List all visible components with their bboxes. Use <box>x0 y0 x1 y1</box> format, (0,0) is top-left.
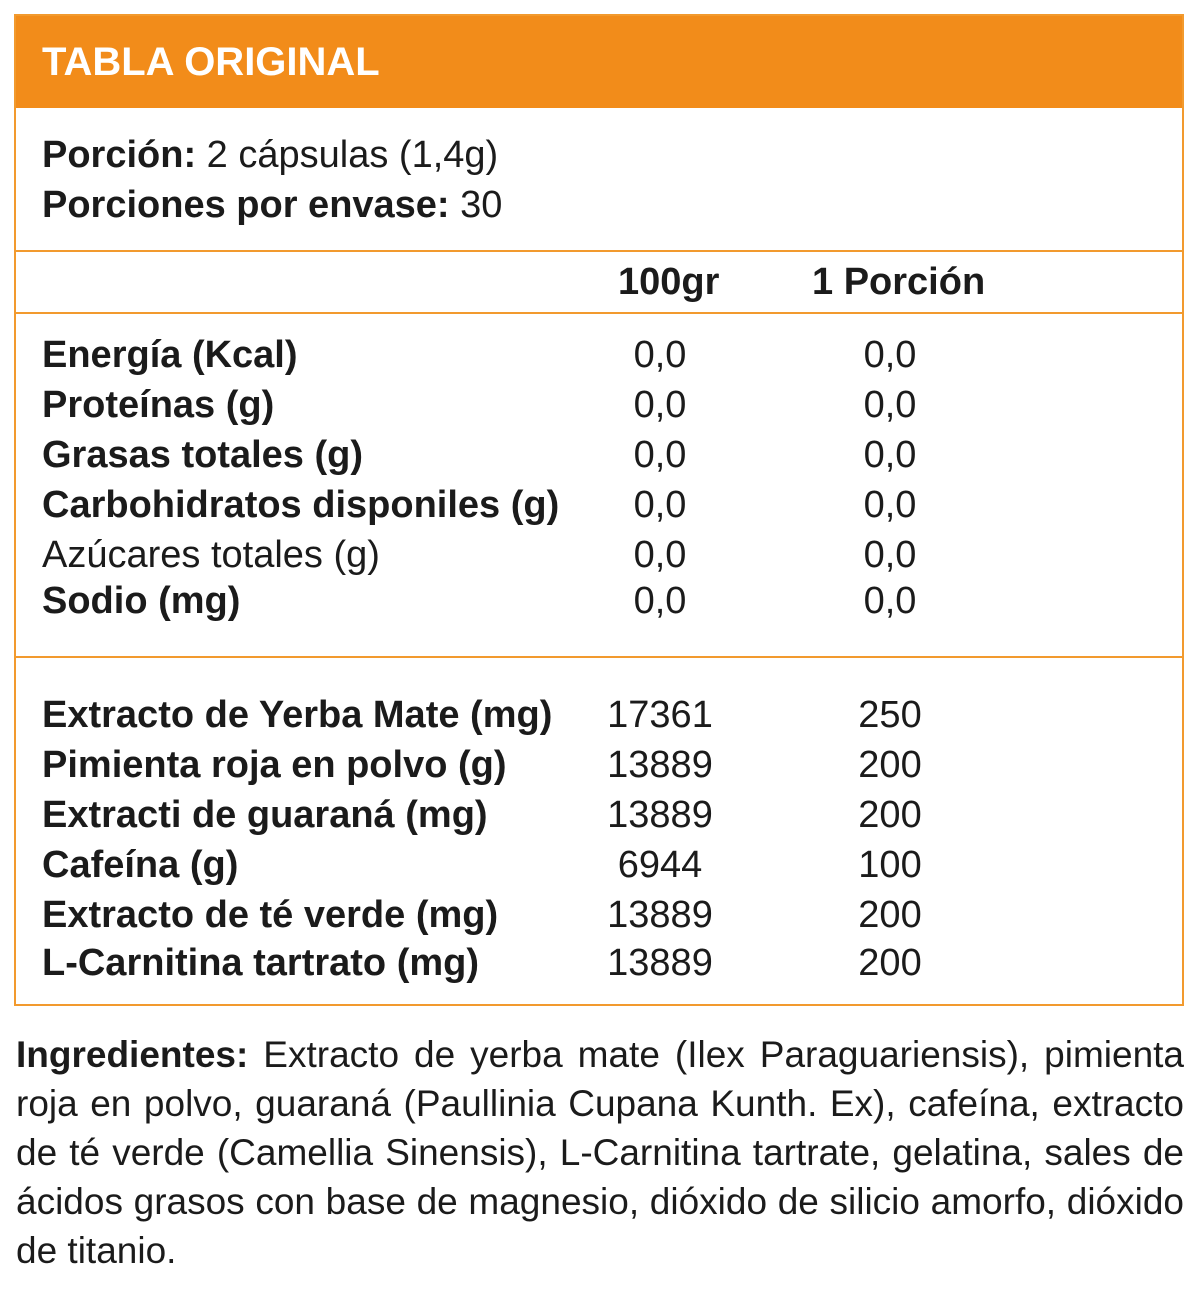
nutrient-row <box>16 576 1182 626</box>
nutrient-value-100gr: 0,0 <box>633 580 687 622</box>
nutrient-label: Proteínas (g) <box>42 384 275 426</box>
column-header-portion: 1 Porción <box>812 261 986 303</box>
active-row <box>16 740 1182 790</box>
active-value-100gr: 6944 <box>617 844 703 886</box>
active-label: Extracti de guaraná (mg) <box>42 794 488 836</box>
nutrient-value-100gr: 0,0 <box>633 434 687 476</box>
nutrient-row <box>16 530 1182 580</box>
active-value-portion: 250 <box>858 694 922 736</box>
portion-label: Porción: <box>42 134 197 176</box>
nutrient-value-portion: 0,0 <box>863 534 917 576</box>
nutrient-value-portion: 0,0 <box>863 334 917 376</box>
table-title: TABLA ORIGINAL <box>42 40 380 84</box>
active-row <box>16 690 1182 740</box>
portion-value: 2 cápsulas (1,4g) <box>196 134 499 176</box>
divider <box>16 250 1182 252</box>
divider <box>16 656 1182 658</box>
active-row <box>16 938 1182 988</box>
ingredients-paragraph <box>16 1030 1184 1275</box>
servings-per-container-line <box>42 184 502 227</box>
nutrient-row <box>16 380 1182 430</box>
nutrient-value-100gr: 0,0 <box>633 384 687 426</box>
nutrient-value-100gr: 0,0 <box>633 334 687 376</box>
active-value-100gr: 17361 <box>607 694 713 736</box>
active-row <box>16 890 1182 940</box>
active-row <box>16 840 1182 890</box>
active-label: Extracto de té verde (mg) <box>42 894 499 936</box>
nutrient-label: Azúcares totales (g) <box>42 534 380 576</box>
active-value-portion: 200 <box>858 942 922 984</box>
active-value-portion: 200 <box>858 794 922 836</box>
nutrient-label: Carbohidratos disponiles (g) <box>42 484 560 526</box>
ingredients-text: Extracto de yerba mate (Ilex Paraguariensis), pimienta roja en polvo, guaraná (Paullinia Cupana Kunth. Ex), cafeína, extracto de té verde (Camellia Sinensis), L-Carnitina tartrate, gelatina, sales de ácidos grasos con base de magnesio, dióxido de silicio amorfo, dióxido de titanio. <box>16 1034 1184 1271</box>
active-row <box>16 790 1182 840</box>
active-label: L-Carnitina tartrato (mg) <box>42 942 479 984</box>
active-value-100gr: 13889 <box>607 744 713 786</box>
nutrient-row <box>16 330 1182 380</box>
column-header-100gr: 100gr <box>618 261 720 303</box>
active-value-100gr: 13889 <box>607 794 713 836</box>
nutrient-value-portion: 0,0 <box>863 580 917 622</box>
nutrient-value-100gr: 0,0 <box>633 484 687 526</box>
portion-line <box>42 134 498 177</box>
nutrient-label: Sodio (mg) <box>42 580 241 622</box>
nutrient-value-100gr: 0,0 <box>633 534 687 576</box>
nutrient-value-portion: 0,0 <box>863 434 917 476</box>
active-label: Extracto de Yerba Mate (mg) <box>42 694 553 736</box>
active-value-100gr: 13889 <box>607 942 713 984</box>
nutrient-row <box>16 480 1182 530</box>
nutrition-table <box>14 14 1184 1006</box>
active-value-portion: 100 <box>858 844 922 886</box>
servings-per-container-label: Porciones por envase: <box>42 184 450 226</box>
table-header <box>16 16 1182 108</box>
nutrient-row <box>16 430 1182 480</box>
divider <box>16 312 1182 314</box>
nutrient-label: Energía (Kcal) <box>42 334 298 376</box>
active-value-100gr: 13889 <box>607 894 713 936</box>
active-label: Pimienta roja en polvo (g) <box>42 744 507 786</box>
active-value-portion: 200 <box>858 894 922 936</box>
ingredients-label: Ingredientes: <box>16 1034 249 1075</box>
active-label: Cafeína (g) <box>42 844 239 886</box>
nutrient-value-portion: 0,0 <box>863 384 917 426</box>
servings-per-container-value: 30 <box>449 184 503 226</box>
nutrient-label: Grasas totales (g) <box>42 434 363 476</box>
nutrient-value-portion: 0,0 <box>863 484 917 526</box>
active-value-portion: 200 <box>858 744 922 786</box>
